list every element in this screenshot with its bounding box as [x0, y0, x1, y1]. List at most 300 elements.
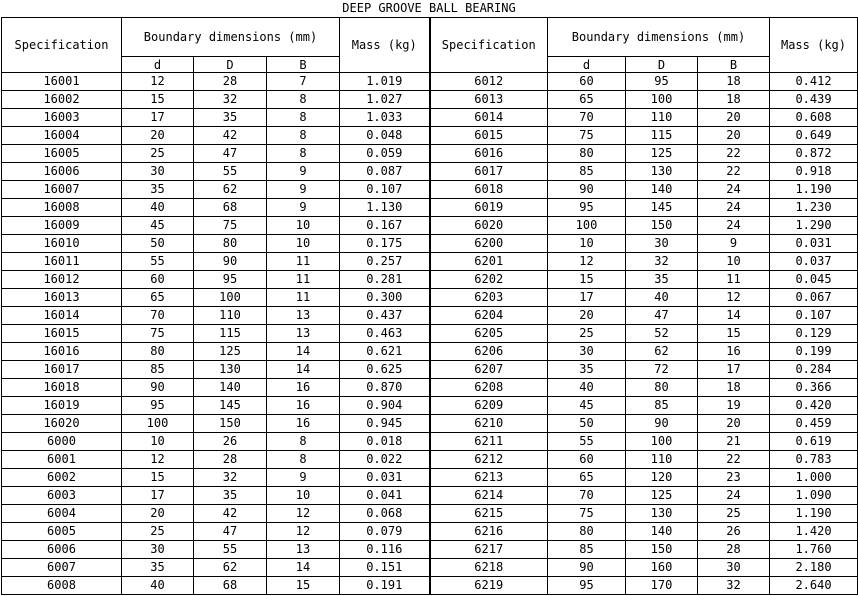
cell-mass-left: 1.027	[340, 91, 430, 109]
cell-d-left: 70	[122, 307, 194, 325]
cell-d-left: 35	[122, 559, 194, 577]
cell-mass-right: 0.067	[770, 289, 858, 307]
cell-d-left: 25	[122, 523, 194, 541]
cell-D-right: 150	[626, 217, 698, 235]
table-row	[2, 433, 858, 451]
cell-spec-right: 6015	[430, 127, 548, 145]
cell-spec-left: 16004	[2, 127, 122, 145]
cell-D-left: 35	[194, 487, 267, 505]
cell-B-right: 10	[698, 253, 770, 271]
cell-B-left: 9	[267, 199, 340, 217]
cell-spec-right: 6201	[430, 253, 548, 271]
cell-B-right: 17	[698, 361, 770, 379]
cell-D-right: 80	[626, 379, 698, 397]
cell-mass-left: 0.625	[340, 361, 430, 379]
cell-D-right: 140	[626, 181, 698, 199]
cell-spec-right: 6209	[430, 397, 548, 415]
cell-d-right: 80	[548, 523, 626, 541]
cell-B-left: 8	[267, 433, 340, 451]
cell-mass-right: 0.412	[770, 73, 858, 91]
cell-d-right: 90	[548, 559, 626, 577]
cell-B-right: 32	[698, 577, 770, 595]
cell-B-left: 16	[267, 415, 340, 433]
cell-D-left: 28	[194, 73, 267, 91]
cell-spec-left: 6006	[2, 541, 122, 559]
cell-D-right: 125	[626, 487, 698, 505]
cell-spec-right: 6203	[430, 289, 548, 307]
cell-spec-left: 16014	[2, 307, 122, 325]
header-specification-left: Specification	[2, 18, 122, 73]
cell-spec-left: 16018	[2, 379, 122, 397]
cell-spec-right: 6207	[430, 361, 548, 379]
cell-mass-right: 2.640	[770, 577, 858, 595]
table-row	[2, 289, 858, 307]
cell-B-left: 11	[267, 253, 340, 271]
cell-spec-right: 6216	[430, 523, 548, 541]
cell-mass-left: 0.300	[340, 289, 430, 307]
cell-B-right: 18	[698, 91, 770, 109]
cell-B-right: 18	[698, 73, 770, 91]
cell-B-right: 16	[698, 343, 770, 361]
cell-d-left: 55	[122, 253, 194, 271]
cell-d-right: 65	[548, 469, 626, 487]
cell-D-right: 125	[626, 145, 698, 163]
cell-spec-left: 16017	[2, 361, 122, 379]
table-row	[2, 253, 858, 271]
cell-D-right: 150	[626, 541, 698, 559]
cell-D-right: 52	[626, 325, 698, 343]
cell-spec-right: 6214	[430, 487, 548, 505]
cell-mass-left: 0.068	[340, 505, 430, 523]
cell-spec-right: 6020	[430, 217, 548, 235]
table-row	[2, 199, 858, 217]
table-row	[2, 379, 858, 397]
cell-mass-right: 0.608	[770, 109, 858, 127]
cell-D-left: 115	[194, 325, 267, 343]
cell-mass-left: 1.033	[340, 109, 430, 127]
table-row	[2, 523, 858, 541]
table-row	[2, 325, 858, 343]
cell-mass-right: 0.420	[770, 397, 858, 415]
cell-B-left: 11	[267, 271, 340, 289]
table-row	[2, 181, 858, 199]
cell-D-right: 130	[626, 505, 698, 523]
cell-d-left: 30	[122, 163, 194, 181]
cell-B-right: 19	[698, 397, 770, 415]
cell-d-left: 12	[122, 73, 194, 91]
cell-D-left: 68	[194, 577, 267, 595]
table-row	[2, 451, 858, 469]
cell-d-left: 12	[122, 451, 194, 469]
cell-spec-right: 6012	[430, 73, 548, 91]
cell-d-left: 30	[122, 541, 194, 559]
cell-d-left: 65	[122, 289, 194, 307]
cell-mass-left: 0.870	[340, 379, 430, 397]
cell-B-right: 20	[698, 127, 770, 145]
table-row	[2, 91, 858, 109]
cell-d-left: 90	[122, 379, 194, 397]
cell-spec-left: 16013	[2, 289, 122, 307]
cell-D-right: 85	[626, 397, 698, 415]
cell-B-left: 8	[267, 451, 340, 469]
cell-B-left: 14	[267, 343, 340, 361]
table-row	[2, 559, 858, 577]
cell-spec-left: 16001	[2, 73, 122, 91]
cell-mass-right: 0.783	[770, 451, 858, 469]
cell-d-right: 80	[548, 145, 626, 163]
cell-D-left: 55	[194, 541, 267, 559]
cell-mass-left: 0.945	[340, 415, 430, 433]
cell-B-left: 13	[267, 307, 340, 325]
cell-mass-right: 0.129	[770, 325, 858, 343]
cell-spec-right: 6219	[430, 577, 548, 595]
table-row	[2, 487, 858, 505]
cell-d-right: 40	[548, 379, 626, 397]
cell-spec-right: 6016	[430, 145, 548, 163]
cell-d-left: 25	[122, 145, 194, 163]
cell-D-right: 140	[626, 523, 698, 541]
cell-B-left: 16	[267, 397, 340, 415]
cell-B-left: 14	[267, 559, 340, 577]
cell-mass-right: 0.619	[770, 433, 858, 451]
cell-D-right: 72	[626, 361, 698, 379]
cell-d-left: 50	[122, 235, 194, 253]
cell-d-left: 85	[122, 361, 194, 379]
cell-D-left: 47	[194, 145, 267, 163]
cell-B-left: 8	[267, 91, 340, 109]
table-row	[2, 307, 858, 325]
cell-spec-left: 16007	[2, 181, 122, 199]
table-row	[2, 145, 858, 163]
cell-d-right: 100	[548, 217, 626, 235]
cell-D-left: 28	[194, 451, 267, 469]
cell-spec-right: 6211	[430, 433, 548, 451]
cell-spec-left: 6002	[2, 469, 122, 487]
cell-spec-right: 6212	[430, 451, 548, 469]
cell-spec-right: 6213	[430, 469, 548, 487]
cell-d-left: 40	[122, 577, 194, 595]
table-body	[2, 73, 858, 595]
cell-B-left: 10	[267, 217, 340, 235]
cell-B-right: 24	[698, 217, 770, 235]
cell-spec-left: 6003	[2, 487, 122, 505]
cell-D-left: 62	[194, 559, 267, 577]
cell-spec-right: 6019	[430, 199, 548, 217]
cell-D-right: 145	[626, 199, 698, 217]
cell-d-left: 20	[122, 127, 194, 145]
table-row	[2, 109, 858, 127]
header-d-left: d	[122, 57, 194, 73]
table-row	[2, 343, 858, 361]
cell-spec-right: 6013	[430, 91, 548, 109]
cell-D-left: 90	[194, 253, 267, 271]
cell-B-right: 14	[698, 307, 770, 325]
cell-d-left: 40	[122, 199, 194, 217]
cell-B-right: 28	[698, 541, 770, 559]
cell-D-left: 140	[194, 379, 267, 397]
cell-B-right: 24	[698, 181, 770, 199]
cell-spec-left: 16020	[2, 415, 122, 433]
cell-spec-right: 6208	[430, 379, 548, 397]
table-row	[2, 73, 858, 91]
header-boundary-right: Boundary dimensions (mm)	[548, 18, 770, 57]
cell-d-right: 70	[548, 487, 626, 505]
table-row	[2, 271, 858, 289]
cell-mass-right: 0.872	[770, 145, 858, 163]
cell-spec-left: 16009	[2, 217, 122, 235]
cell-mass-left: 0.281	[340, 271, 430, 289]
cell-d-left: 17	[122, 109, 194, 127]
cell-spec-left: 16011	[2, 253, 122, 271]
cell-d-right: 85	[548, 541, 626, 559]
cell-D-right: 40	[626, 289, 698, 307]
cell-B-right: 9	[698, 235, 770, 253]
cell-spec-left: 6005	[2, 523, 122, 541]
cell-D-left: 75	[194, 217, 267, 235]
cell-D-right: 62	[626, 343, 698, 361]
cell-mass-left: 0.031	[340, 469, 430, 487]
cell-mass-right: 0.649	[770, 127, 858, 145]
cell-D-left: 100	[194, 289, 267, 307]
cell-B-right: 24	[698, 487, 770, 505]
cell-spec-right: 6204	[430, 307, 548, 325]
cell-spec-left: 16019	[2, 397, 122, 415]
cell-mass-left: 0.904	[340, 397, 430, 415]
cell-spec-left: 16003	[2, 109, 122, 127]
cell-mass-left: 0.041	[340, 487, 430, 505]
cell-B-right: 22	[698, 451, 770, 469]
cell-spec-left: 16010	[2, 235, 122, 253]
header-d-right: d	[548, 57, 626, 73]
cell-d-right: 65	[548, 91, 626, 109]
cell-mass-right: 2.180	[770, 559, 858, 577]
cell-D-right: 120	[626, 469, 698, 487]
cell-B-left: 9	[267, 163, 340, 181]
cell-B-left: 10	[267, 487, 340, 505]
cell-mass-left: 0.022	[340, 451, 430, 469]
header-B-left: B	[267, 57, 340, 73]
cell-mass-left: 0.175	[340, 235, 430, 253]
cell-spec-left: 16015	[2, 325, 122, 343]
cell-spec-left: 16012	[2, 271, 122, 289]
cell-mass-left: 0.191	[340, 577, 430, 595]
cell-B-left: 8	[267, 145, 340, 163]
cell-B-right: 22	[698, 145, 770, 163]
cell-d-right: 75	[548, 127, 626, 145]
cell-D-left: 80	[194, 235, 267, 253]
cell-mass-left: 1.019	[340, 73, 430, 91]
cell-D-left: 42	[194, 127, 267, 145]
cell-mass-left: 0.018	[340, 433, 430, 451]
cell-d-left: 35	[122, 181, 194, 199]
cell-d-right: 25	[548, 325, 626, 343]
cell-D-left: 47	[194, 523, 267, 541]
cell-spec-left: 6008	[2, 577, 122, 595]
cell-spec-right: 6014	[430, 109, 548, 127]
table-title: DEEP GROOVE BALL BEARING	[342, 1, 516, 15]
cell-B-left: 9	[267, 181, 340, 199]
cell-spec-right: 6205	[430, 325, 548, 343]
cell-mass-left: 0.059	[340, 145, 430, 163]
cell-mass-left: 0.151	[340, 559, 430, 577]
cell-spec-right: 6200	[430, 235, 548, 253]
cell-d-right: 60	[548, 451, 626, 469]
cell-d-right: 35	[548, 361, 626, 379]
cell-B-left: 12	[267, 505, 340, 523]
cell-d-right: 10	[548, 235, 626, 253]
cell-mass-right: 1.290	[770, 217, 858, 235]
cell-D-left: 26	[194, 433, 267, 451]
cell-d-right: 30	[548, 343, 626, 361]
cell-spec-right: 6215	[430, 505, 548, 523]
cell-d-right: 95	[548, 199, 626, 217]
cell-spec-right: 6206	[430, 343, 548, 361]
cell-D-left: 68	[194, 199, 267, 217]
cell-D-left: 32	[194, 469, 267, 487]
cell-mass-right: 1.230	[770, 199, 858, 217]
cell-B-right: 23	[698, 469, 770, 487]
cell-B-left: 8	[267, 109, 340, 127]
header-D-left: D	[194, 57, 267, 73]
cell-D-right: 90	[626, 415, 698, 433]
cell-mass-right: 1.190	[770, 505, 858, 523]
cell-D-left: 35	[194, 109, 267, 127]
cell-D-right: 110	[626, 109, 698, 127]
cell-D-right: 35	[626, 271, 698, 289]
cell-spec-right: 6017	[430, 163, 548, 181]
cell-D-right: 32	[626, 253, 698, 271]
cell-spec-right: 6217	[430, 541, 548, 559]
cell-mass-right: 1.190	[770, 181, 858, 199]
cell-D-right: 115	[626, 127, 698, 145]
cell-mass-right: 0.284	[770, 361, 858, 379]
header-D-right: D	[626, 57, 698, 73]
cell-mass-right: 0.459	[770, 415, 858, 433]
cell-B-left: 13	[267, 541, 340, 559]
cell-D-right: 95	[626, 73, 698, 91]
cell-d-right: 90	[548, 181, 626, 199]
cell-B-right: 25	[698, 505, 770, 523]
cell-mass-left: 0.087	[340, 163, 430, 181]
cell-B-right: 24	[698, 199, 770, 217]
cell-D-left: 150	[194, 415, 267, 433]
cell-mass-right: 0.199	[770, 343, 858, 361]
cell-mass-left: 0.257	[340, 253, 430, 271]
cell-D-left: 145	[194, 397, 267, 415]
cell-mass-left: 0.621	[340, 343, 430, 361]
cell-spec-left: 16008	[2, 199, 122, 217]
cell-B-right: 22	[698, 163, 770, 181]
cell-mass-left: 0.079	[340, 523, 430, 541]
cell-mass-left: 1.130	[340, 199, 430, 217]
cell-d-left: 75	[122, 325, 194, 343]
cell-B-left: 16	[267, 379, 340, 397]
cell-D-right: 160	[626, 559, 698, 577]
cell-D-right: 130	[626, 163, 698, 181]
cell-D-right: 110	[626, 451, 698, 469]
header-boundary-left: Boundary dimensions (mm)	[122, 18, 340, 57]
cell-d-right: 15	[548, 271, 626, 289]
cell-D-right: 30	[626, 235, 698, 253]
cell-d-right: 12	[548, 253, 626, 271]
cell-d-right: 85	[548, 163, 626, 181]
cell-d-right: 20	[548, 307, 626, 325]
cell-spec-left: 16006	[2, 163, 122, 181]
header-B-right: B	[698, 57, 770, 73]
cell-B-left: 9	[267, 469, 340, 487]
table-row	[2, 217, 858, 235]
cell-mass-right: 0.031	[770, 235, 858, 253]
cell-B-right: 21	[698, 433, 770, 451]
cell-mass-right: 0.366	[770, 379, 858, 397]
cell-d-left: 15	[122, 469, 194, 487]
cell-d-right: 70	[548, 109, 626, 127]
cell-mass-right: 0.037	[770, 253, 858, 271]
cell-spec-right: 6202	[430, 271, 548, 289]
cell-d-right: 55	[548, 433, 626, 451]
cell-spec-left: 16002	[2, 91, 122, 109]
table-row	[2, 415, 858, 433]
cell-B-left: 12	[267, 523, 340, 541]
cell-B-left: 8	[267, 127, 340, 145]
table-row	[2, 577, 858, 595]
cell-spec-left: 16016	[2, 343, 122, 361]
cell-spec-left: 6007	[2, 559, 122, 577]
cell-B-right: 20	[698, 109, 770, 127]
cell-B-left: 13	[267, 325, 340, 343]
cell-D-left: 55	[194, 163, 267, 181]
table-row	[2, 397, 858, 415]
cell-d-left: 100	[122, 415, 194, 433]
cell-mass-right: 1.090	[770, 487, 858, 505]
cell-D-left: 95	[194, 271, 267, 289]
cell-d-right: 17	[548, 289, 626, 307]
cell-d-right: 60	[548, 73, 626, 91]
cell-d-left: 20	[122, 505, 194, 523]
cell-mass-left: 0.107	[340, 181, 430, 199]
cell-d-right: 45	[548, 397, 626, 415]
cell-d-left: 15	[122, 91, 194, 109]
bearing-table	[1, 17, 858, 595]
cell-D-left: 32	[194, 91, 267, 109]
header-mass-right: Mass (kg)	[770, 18, 858, 73]
cell-spec-left: 16005	[2, 145, 122, 163]
cell-B-right: 12	[698, 289, 770, 307]
table-row	[2, 541, 858, 559]
table-row	[2, 163, 858, 181]
cell-B-left: 11	[267, 289, 340, 307]
cell-spec-left: 6001	[2, 451, 122, 469]
cell-B-right: 26	[698, 523, 770, 541]
cell-spec-left: 6000	[2, 433, 122, 451]
cell-B-right: 18	[698, 379, 770, 397]
cell-mass-right: 1.760	[770, 541, 858, 559]
cell-D-left: 130	[194, 361, 267, 379]
cell-D-right: 170	[626, 577, 698, 595]
cell-d-left: 80	[122, 343, 194, 361]
cell-B-left: 7	[267, 73, 340, 91]
cell-mass-right: 0.439	[770, 91, 858, 109]
table-row	[2, 505, 858, 523]
cell-d-right: 95	[548, 577, 626, 595]
cell-mass-left: 0.463	[340, 325, 430, 343]
cell-mass-right: 0.107	[770, 307, 858, 325]
cell-d-left: 10	[122, 433, 194, 451]
cell-D-right: 100	[626, 91, 698, 109]
cell-d-left: 45	[122, 217, 194, 235]
cell-spec-right: 6210	[430, 415, 548, 433]
table-row	[2, 469, 858, 487]
